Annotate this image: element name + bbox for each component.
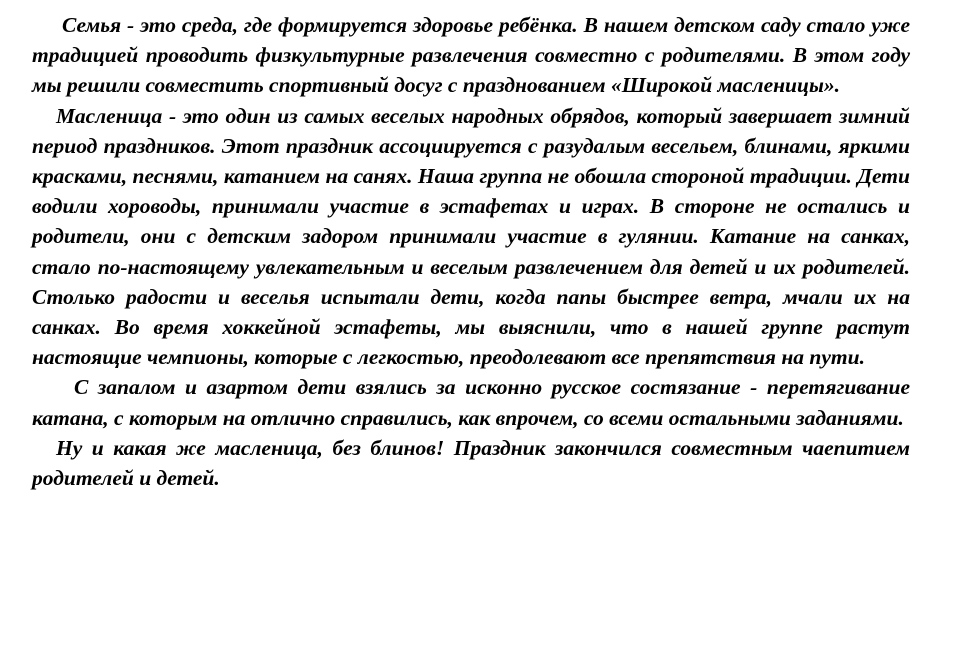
paragraph-maslenitsa-description: Масленица - это один из самых веселых народных обрядов, который завершает зимний период праздников. Этот праздник ассоциируется с разудалым весельем, блинами, яркими красками, песнями, катанием на санях. Наша группа не обошла стороной традиции. Дети водили хороводы, принимали участие в эстафетах и играх. В стороне не остались и родители, они с детским задором принимали участие в гулянии. Катание на санках, стало по-настоящему увлекательным и веселым развлечением для детей и их родителей. Столько радости и веселья испытали дети, когда папы быстрее ветра, мчали их на санках. Во время хоккейной эстафеты, мы выяснили, что в нашей группе растут настоящие чемпионы, которые с легкостью, преодолевают все препятствия на пути. [32, 103, 910, 370]
paragraph-family-intro: Семья - это среда, где формируется здоровье ребёнка. В нашем детском саду стало уже традицией проводить физкультурные развлечения совместно с родителями. В этом году мы решили совместить спортивный досуг с празднованием «Широкой масленицы». [32, 13, 910, 98]
paragraph-tug-of-war: С запалом и азартом дети взялись за исконно русское состязание - перетягивание катана, с которым на отлично справились, как впрочем, со всеми остальными заданиями. [32, 375, 910, 430]
paragraph-pancakes-ending: Ну и какая же масленица, без блинов! Праздник закончился совместным чаепитием родителей и детей. [32, 435, 910, 491]
document-body [32, 10, 910, 493]
